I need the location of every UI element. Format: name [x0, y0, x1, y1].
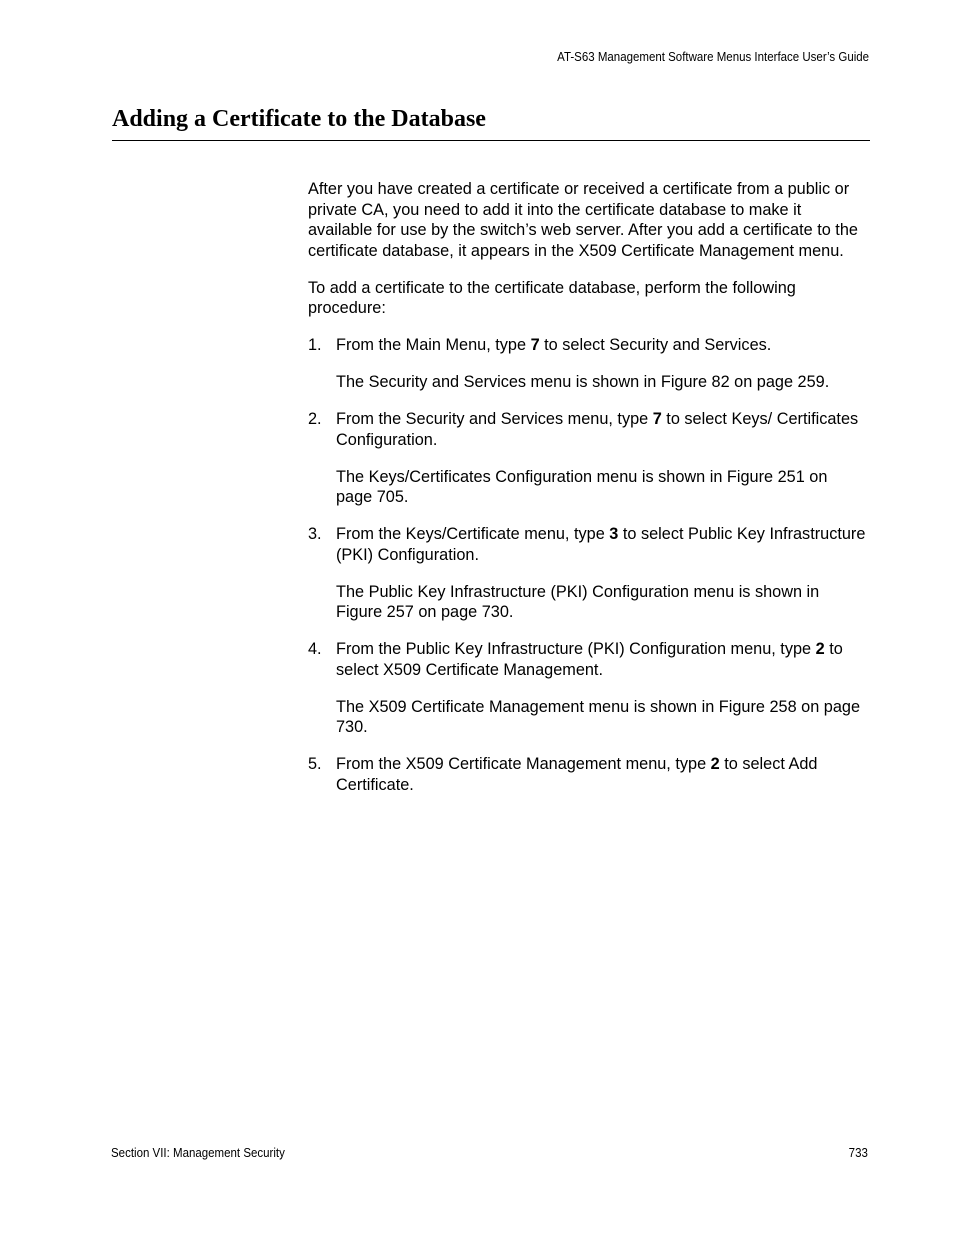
step-instruction: From the X509 Certificate Management menu, type 2 to select Add Certificate.: [336, 755, 818, 794]
step-4: [308, 639, 868, 738]
step-1: [308, 335, 868, 393]
step-number: 2.: [308, 410, 322, 428]
step-instruction: From the Security and Services menu, type 7 to select Keys/ Certificates Configuration.: [336, 410, 859, 449]
body-text: [308, 179, 868, 812]
step-2: [308, 409, 868, 508]
footer-section-name: Section VII: Management Security: [111, 1146, 285, 1160]
step-number: 1.: [308, 336, 322, 354]
step-number: 3.: [308, 525, 322, 543]
step-5: [308, 754, 868, 795]
step-instruction: From the Main Menu, type 7 to select Security and Services.: [336, 336, 772, 354]
step-key: 3: [609, 525, 619, 543]
procedure-steps: [308, 335, 868, 795]
step-key: 2: [710, 755, 720, 773]
intro-paragraph: After you have created a certificate or received a certificate from a public or private CA, you need to add it into the certificate database to make it available for use by the switch’s web server. After you add a certificate to the certificate database, it appears in the X509 Certificate Management menu.: [308, 180, 858, 260]
step-number: 5.: [308, 755, 322, 773]
procedure-intro: To add a certificate to the certificate database, perform the following procedure:: [308, 278, 796, 317]
step-note: The Security and Services menu is shown in Figure 82 on page 259.: [336, 373, 830, 391]
step-note: The X509 Certificate Management menu is shown in Figure 258 on page 730.: [336, 697, 861, 736]
step-instruction: From the Public Key Infrastructure (PKI) Configuration menu, type 2 to select X509 Certificate Management.: [336, 640, 843, 679]
step-instruction: From the Keys/Certificate menu, type 3 to select Public Key Infrastructure (PKI) Configuration.: [336, 525, 866, 564]
step-3: [308, 524, 868, 623]
footer-page-number: 733: [848, 1146, 868, 1160]
step-key: 7: [652, 410, 662, 428]
step-key: 2: [815, 640, 825, 658]
step-note: The Public Key Infrastructure (PKI) Configuration menu is shown in Figure 257 on page 730.: [336, 582, 820, 621]
title-rule: [112, 140, 870, 141]
step-number: 4.: [308, 640, 322, 658]
section-title: Adding a Certificate to the Database: [112, 106, 486, 132]
step-note: The Keys/Certificates Configuration menu is shown in Figure 251 on page 705.: [336, 467, 828, 506]
step-key: 7: [530, 336, 540, 354]
running-header: AT-S63 Management Software Menus Interface User’s Guide: [557, 50, 869, 64]
